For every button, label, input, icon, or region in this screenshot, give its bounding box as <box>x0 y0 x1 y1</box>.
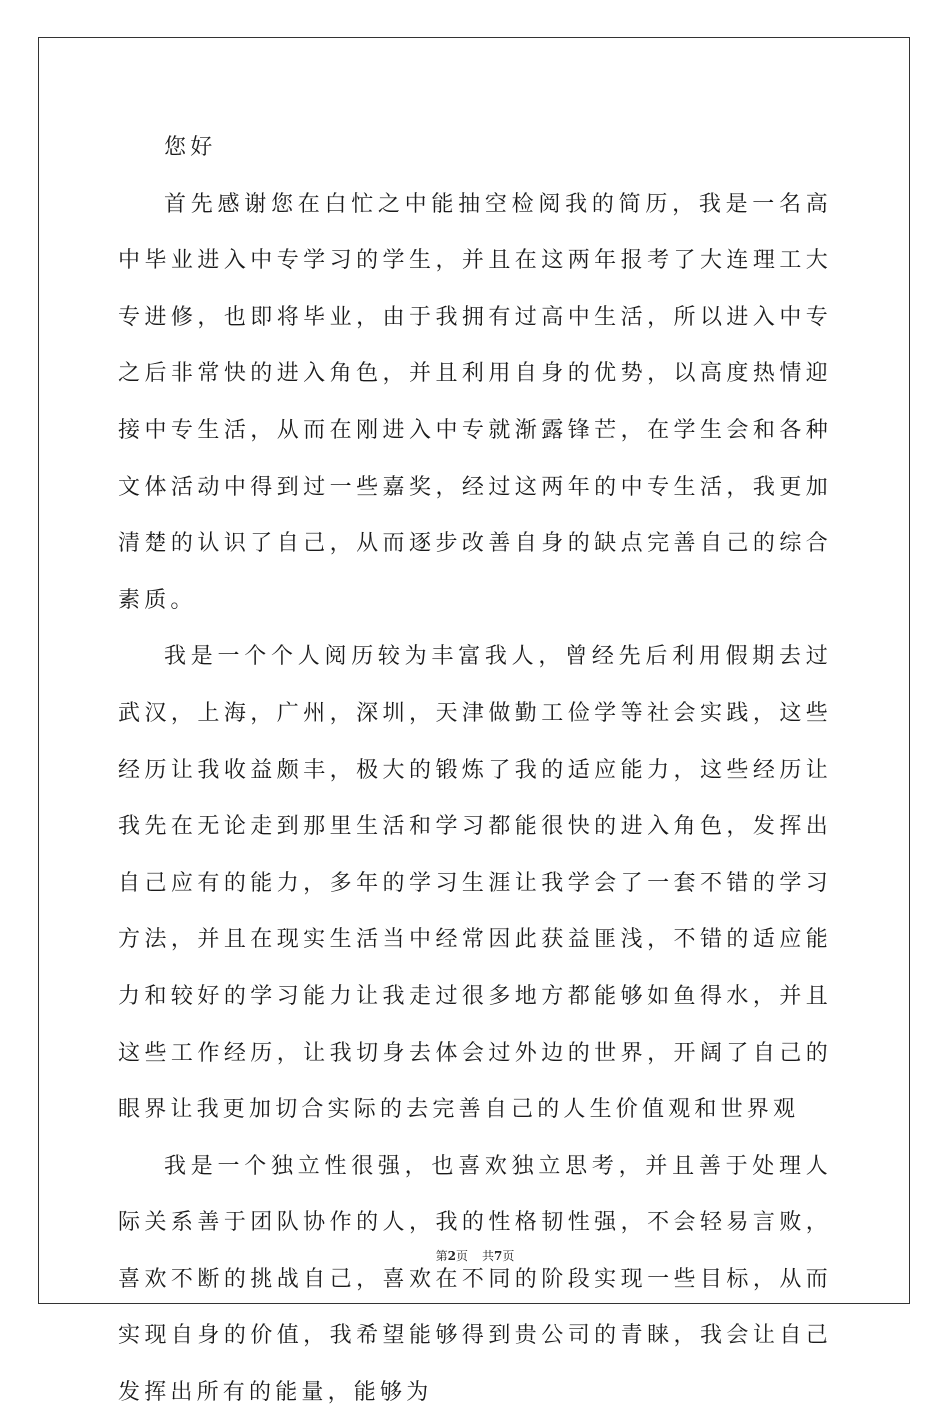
greeting-paragraph: 您好 <box>164 135 217 160</box>
body-paragraph: 我是一个个人阅历较为丰富我人，曾经先后利用假期去过武汉，上海，广州，深圳，天津做勤工俭学等社会实践，这些经历让我收益颇丰，极大的锻炼了我的适应能力，这些经历让我先在无论走到那里生活和学习都能很快的进入角色，发挥出自己应有的能力，多年的学习生涯让我学会了一套不错的学习方法，并且在现实生活当中经常因此获益匪浅，不错的适应能力和较好的学习能力让我走过很多地方都能够如鱼得水，并且这些工作经历，让我切身去体会过外边的世界，开阔了自己的眼界让我更加切合实际的去完善自己的人生价值观和世界观 <box>118 644 832 1123</box>
page-prefix: 第 <box>435 1249 448 1263</box>
current-page-number: 2 <box>447 1249 456 1263</box>
page-footer <box>0 1248 950 1264</box>
total-page-number: 7 <box>494 1249 503 1263</box>
total-prefix: 共 <box>482 1249 495 1263</box>
document-body <box>118 120 832 1422</box>
total-suffix: 页 <box>502 1249 515 1263</box>
body-paragraph: 我是一个独立性很强，也喜欢独立思考，并且善于处理人际关系善于团队协作的人，我的性格韧性强，不会轻易言败，喜欢不断的挑战自己，喜欢在不同的阶段实现一些目标，从而实现自身的价值，我希望能够得到贵公司的青睐，我会让自己发挥出所有的能量，能够为 <box>118 1153 832 1406</box>
body-paragraph: 首先感谢您在白忙之中能抽空检阅我的简历，我是一名高中毕业进入中专学习的学生，并且在这两年报考了大连理工大专进修，也即将毕业，由于我拥有过高中生活，所以进入中专之后非常快的进入角色，并且利用自身的优势，以高度热情迎接中专生活，从而在刚进入中专就渐露锋芒，在学生会和各种文体活动中得到过一些嘉奖，经过这两年的中专生活，我更加清楚的认识了自己，从而逐步改善自身的缺点完善自己的综合素质。 <box>118 191 832 613</box>
page-suffix: 页 <box>455 1249 468 1263</box>
